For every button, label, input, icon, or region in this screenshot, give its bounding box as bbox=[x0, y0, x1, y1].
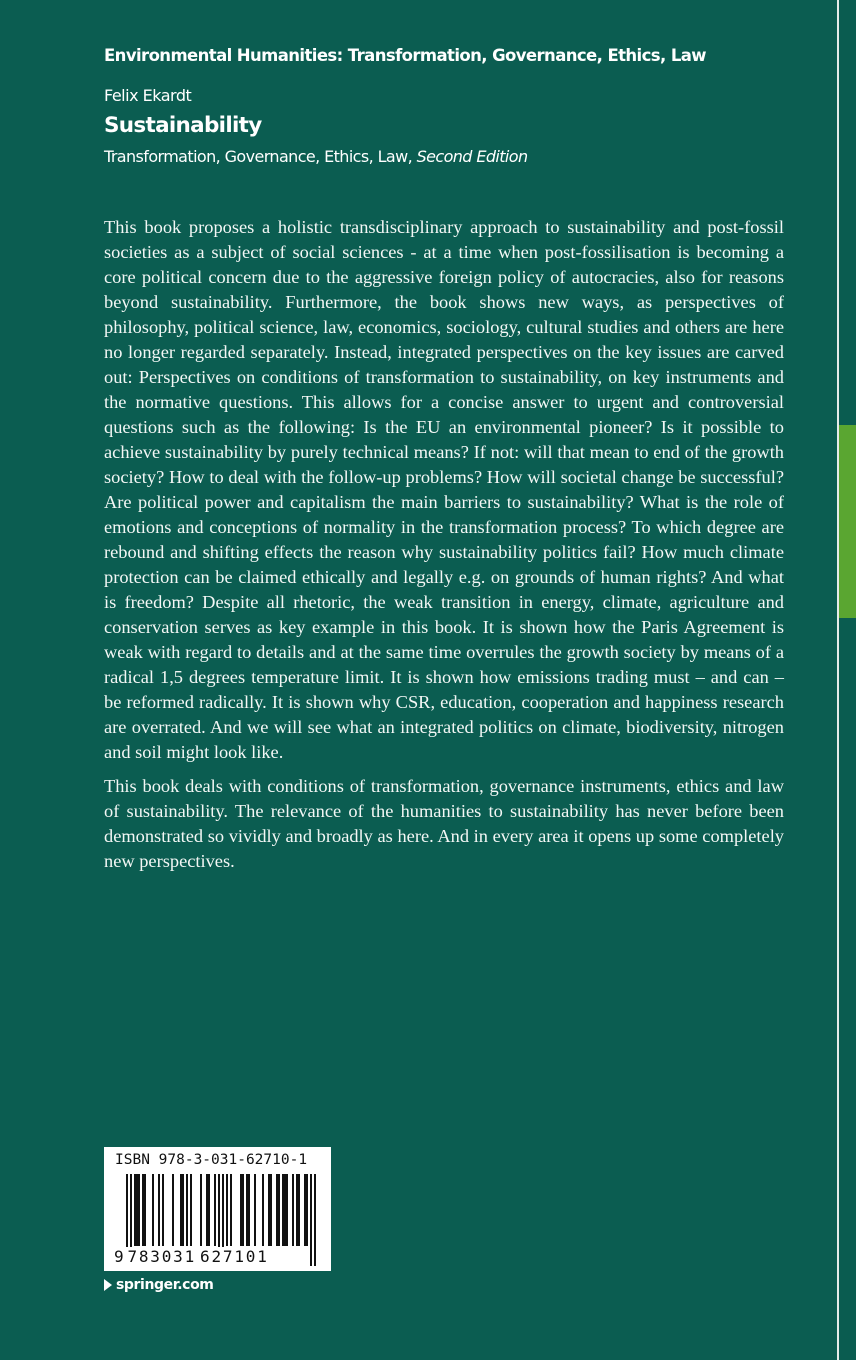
barcode-bar bbox=[226, 1174, 228, 1246]
barcode-bar bbox=[206, 1174, 208, 1246]
book-subtitle bbox=[104, 147, 528, 166]
barcode-bar bbox=[142, 1174, 144, 1246]
blurb-text bbox=[104, 215, 784, 883]
subtitle-main: Transformation, Governance, Ethics, Law, bbox=[104, 147, 413, 166]
barcode-bar bbox=[134, 1174, 136, 1246]
edition-label: Second Edition bbox=[416, 147, 528, 166]
barcode-bar bbox=[162, 1174, 164, 1246]
book-title: Sustainability bbox=[104, 113, 262, 138]
barcode-bar bbox=[262, 1174, 264, 1246]
barcode-bar bbox=[278, 1174, 280, 1246]
barcode-bar bbox=[314, 1174, 316, 1266]
blurb-paragraph: This book proposes a holistic transdisciplinary approach to sustainability and post-fossil societies as a subject of social sciences - at a time when post-fossilisation is becoming a core political concern due to the aggressive foreign policy of autocracies, also for reasons beyond sustainability. Furthermore, the book shows new ways, as perspectives of philosophy, political science, law, economics, sociology, cultural studies and others are here no longer regarded separately. Instead, integrated perspectives on the key issues are carved out: Perspectives on conditions of transformation to sustainability, on key instruments and the normative questions. This allows for a concise answer to urgent and controversial questions such as the following: Is the EU an environmental pioneer? Is it possible to achieve sustainability by purely technical means? If not: will that mean to end of the growth society? How to deal with the follow-up problems? How will societal change be successful? Are political power and capitalism the main barriers to sustainability? What is the role of emotions and conceptions of normality in the transformation process? To which degree are rebound and shifting effects the reason why sustainability politics fail? How much climate protection can be claimed ethically and legally e.g. on grounds of human rights? And what is freedom? Despite all rhetoric, the weak transition in energy, climate, agriculture and conservation serves as key example in this book. It is shown how the Paris Agreement is weak with regard to details and at the same time overrules the growth society by means of a radical 1,5 degrees temperature limit. It is shown how emissions trading must – and can – be reformed radically. It is shown why CSR, education, cooperation and happiness research are overrated. And we will see what an integrated politics on climate, biodiversity, nitrogen and soil might look like. bbox=[104, 217, 784, 762]
barcode-bar bbox=[230, 1174, 232, 1246]
barcode-bar bbox=[200, 1174, 202, 1246]
barcode-bar bbox=[186, 1174, 188, 1246]
barcode-bar bbox=[246, 1174, 248, 1246]
barcode-bar bbox=[268, 1174, 270, 1246]
barcode-bar bbox=[306, 1174, 308, 1246]
publisher-link[interactable] bbox=[104, 1277, 213, 1293]
barcode-bar bbox=[282, 1174, 284, 1246]
barcode-bar bbox=[182, 1174, 184, 1246]
barcode-bar bbox=[136, 1174, 138, 1246]
barcode-bar bbox=[208, 1174, 210, 1246]
barcode-bar bbox=[180, 1174, 182, 1246]
barcode-bar bbox=[144, 1174, 146, 1246]
barcode-bar bbox=[254, 1174, 256, 1246]
barcode-bar bbox=[304, 1174, 306, 1246]
arrow-right-icon bbox=[104, 1279, 112, 1291]
barcode-bar bbox=[284, 1174, 286, 1246]
barcode-bar bbox=[214, 1174, 216, 1246]
barcode-bar bbox=[242, 1174, 244, 1246]
blurb-paragraph: This book deals with conditions of transformation, governance instruments, ethics and law of sustainability. The relevance of the humanities to sustainability has never before been demonstrated so vividly and broadly as here. And in every area it opens up some completely new perspectives. bbox=[104, 776, 784, 871]
isbn-barcode bbox=[104, 1147, 331, 1271]
barcode-bar bbox=[240, 1174, 242, 1246]
ean-group-2: 627101 bbox=[200, 1247, 269, 1266]
ean-digits bbox=[114, 1247, 271, 1266]
barcode-bar bbox=[248, 1174, 250, 1246]
barcode-bar bbox=[138, 1174, 140, 1246]
spine bbox=[839, 0, 856, 1360]
spine-color-band bbox=[839, 425, 856, 618]
barcode-bar bbox=[190, 1174, 192, 1246]
barcode-bar bbox=[298, 1174, 300, 1246]
barcode-bar bbox=[276, 1174, 278, 1246]
ean-group-1: 783031 bbox=[127, 1247, 197, 1266]
ean-lead-digit: 9 bbox=[114, 1247, 126, 1266]
barcode-bar bbox=[270, 1174, 272, 1246]
author-name: Felix Ekardt bbox=[104, 86, 192, 105]
barcode-bar bbox=[310, 1174, 312, 1266]
series-title: Environmental Humanities: Transformation, Governance, Ethics, Law bbox=[104, 46, 706, 65]
publisher-link-label: springer.com bbox=[116, 1277, 214, 1293]
barcode-bar bbox=[286, 1174, 288, 1246]
barcode-bar bbox=[296, 1174, 298, 1246]
barcode-bar bbox=[172, 1174, 174, 1246]
isbn-label: ISBN 978-3-031-62710-1 bbox=[115, 1152, 308, 1168]
barcode-bar bbox=[292, 1174, 294, 1246]
barcode-bar bbox=[158, 1174, 160, 1246]
barcode-bar bbox=[152, 1174, 154, 1246]
